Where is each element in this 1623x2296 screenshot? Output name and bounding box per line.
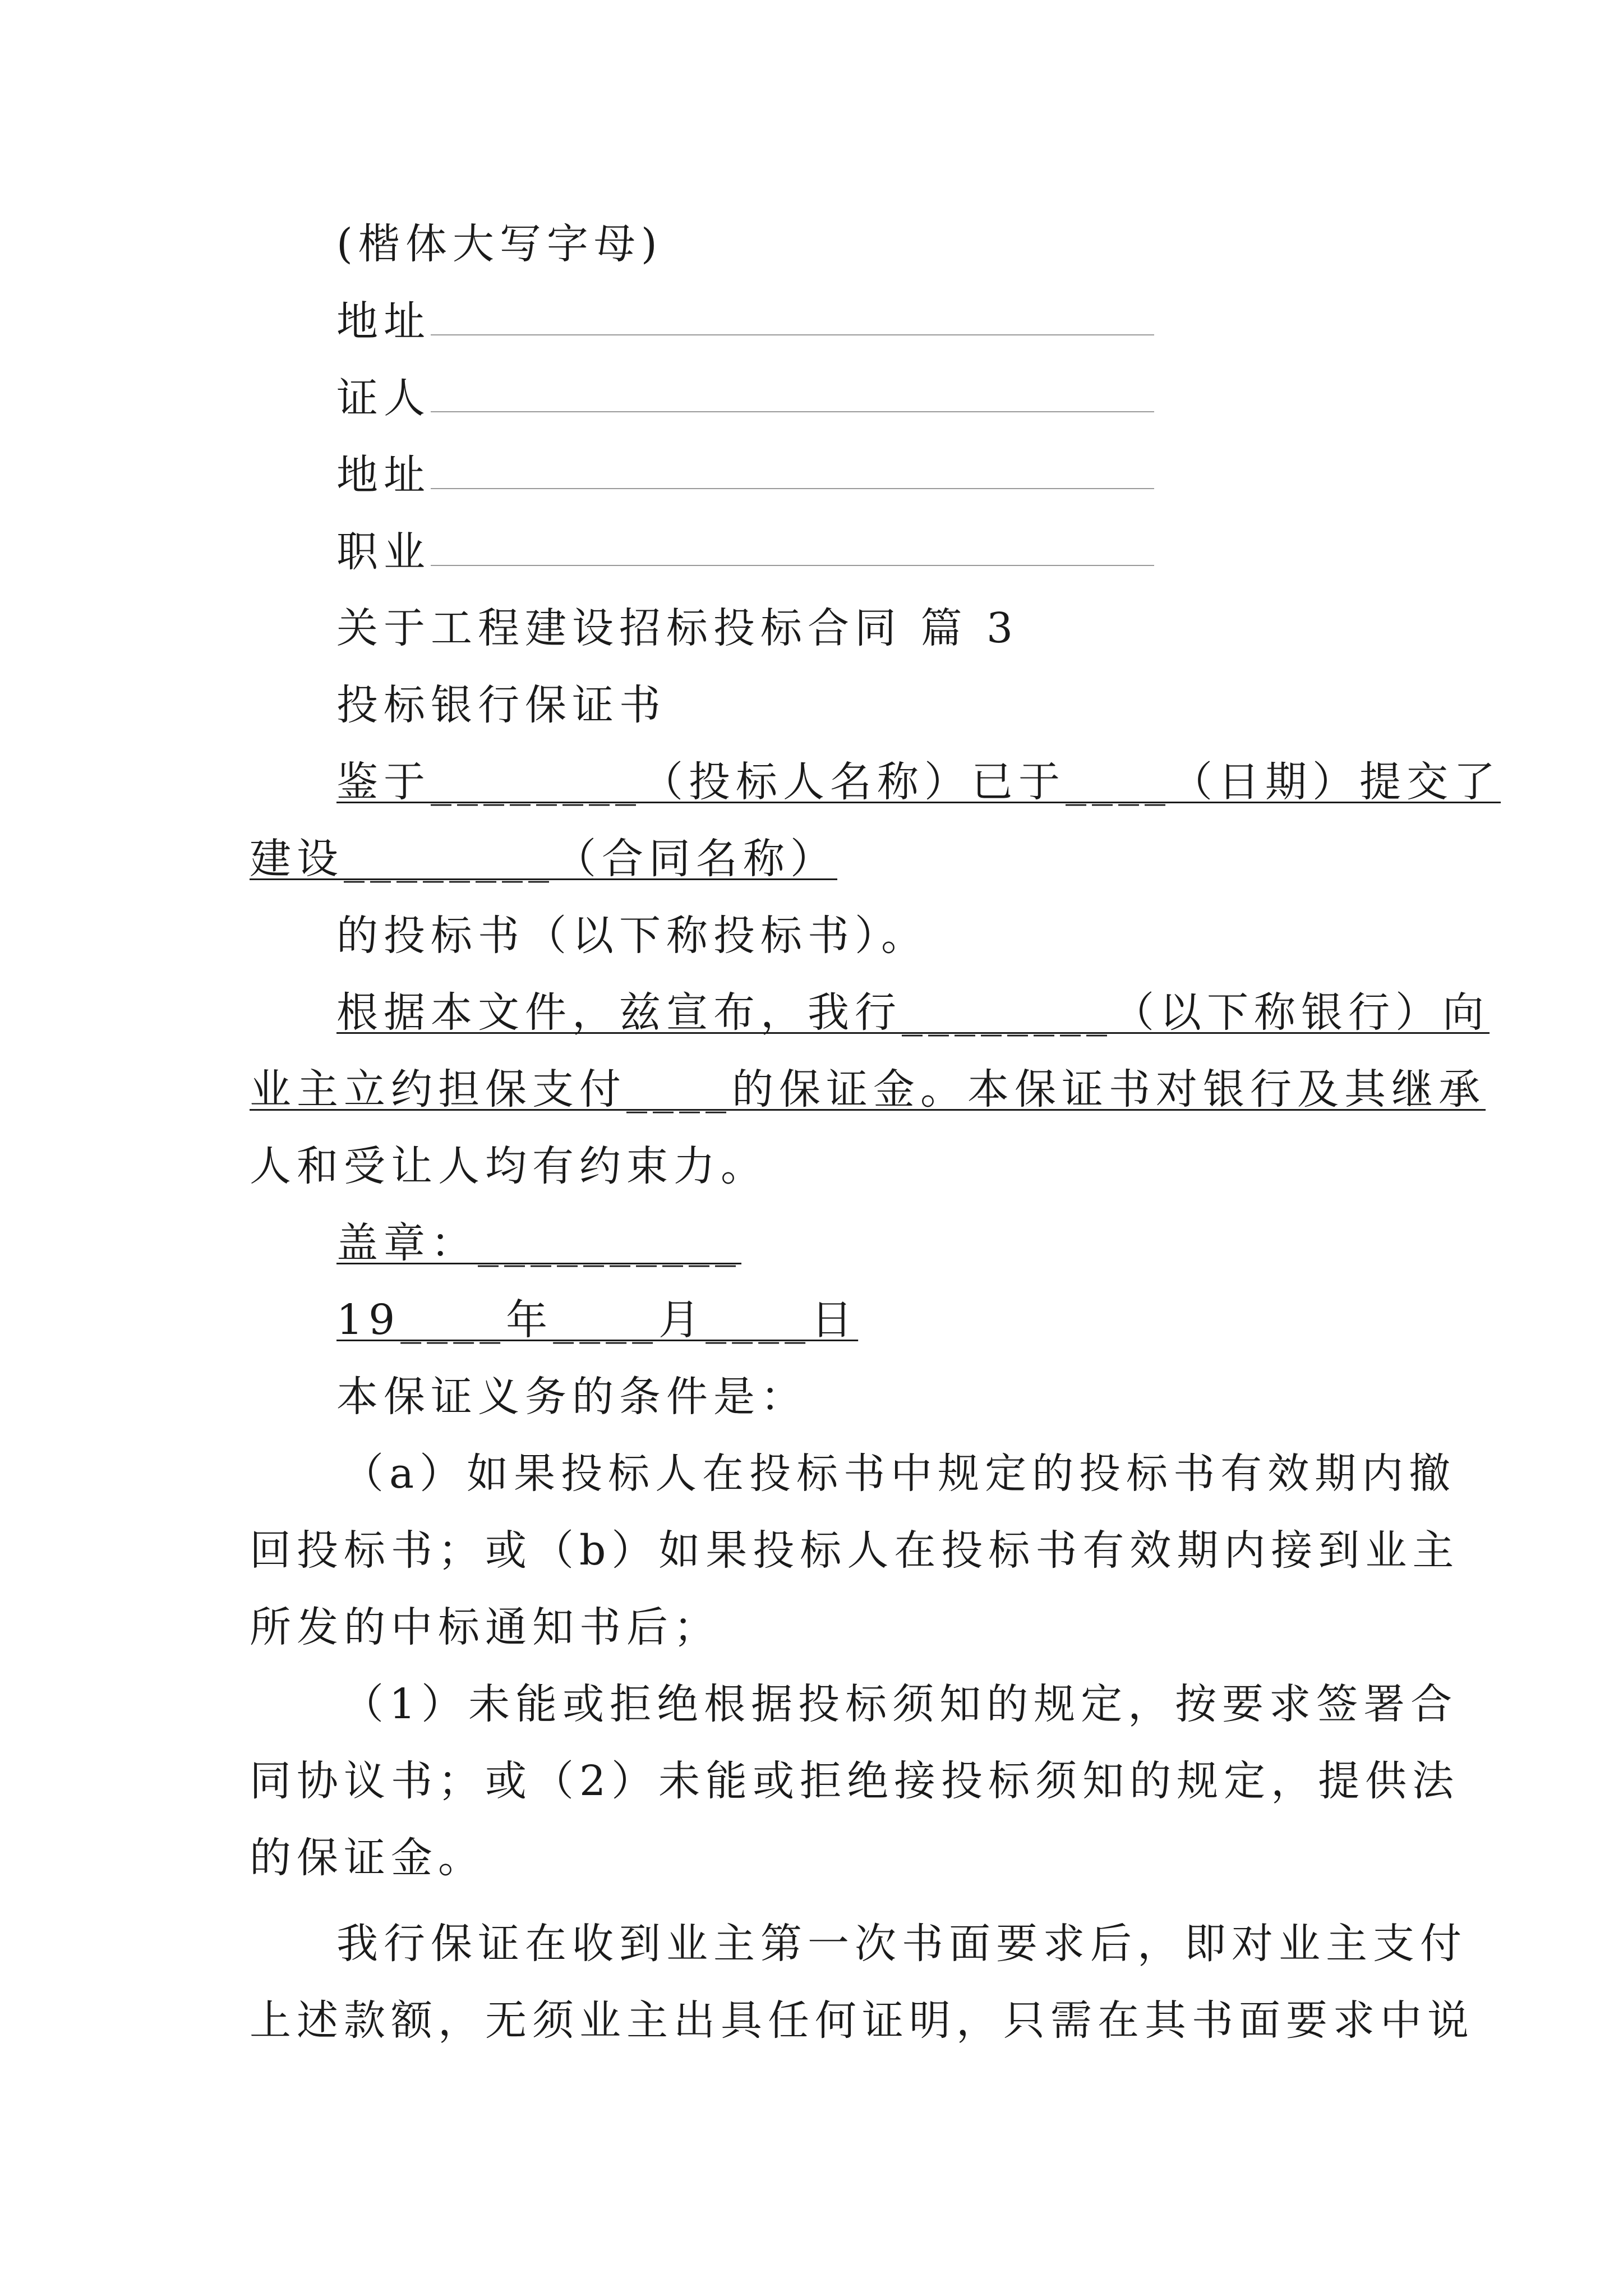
signature-field-address [336,451,1154,499]
paragraph-line: 根据本文件，兹宣布，我行________（以下称银行）向 [336,988,1490,1037]
paragraph-line: 所发的中标通知书后； [250,1603,721,1651]
paragraph-line: 回投标书；或（b）如果投标人在投标书有效期内接到业主 [250,1526,1460,1575]
signature-line [431,407,1154,412]
paragraph-line: （a）如果投标人在投标书中规定的投标书有效期内撤 [342,1450,1456,1498]
field-label: 证人 [336,374,431,422]
document-title: 投标银行保证书 [336,681,666,729]
paragraph-line: （1）未能或拒绝根据投标须知的规定，按要求签署合 [342,1680,1458,1728]
seal-line: 盖章：__________ [336,1219,741,1267]
section-heading: 关于工程建设招标投标合同 篇 3 [336,604,1019,652]
paragraph-line: 上述款额，无须业主出具任何证明，只需在其书面要求中说 [250,1996,1474,2045]
paragraph-line: 的投标书（以下称投标书）。 [336,912,928,960]
signature-line [431,560,1154,566]
signature-field-occupation [336,528,1154,576]
paragraph-line: 业主立约担保支付____的保证金。本保证书对银行及其继承 [250,1065,1486,1114]
paragraph-line: 本保证义务的条件是： [336,1373,808,1421]
signature-field-address [336,297,1154,346]
field-label: 地址 [336,451,431,499]
signature-line [431,330,1154,335]
paragraph-line: 的保证金。 [250,1834,485,1882]
date-line: 19____年____月____日 [336,1296,859,1344]
signature-line [431,484,1154,489]
paragraph-line: 鉴于________（投标人名称）已于____（日期）提交了 [336,758,1501,806]
paragraph-line: 我行保证在收到业主第一次书面要求后，即对业主支付 [336,1920,1467,1968]
paragraph-line: 同协议书；或（2）未能或拒绝接投标须知的规定，提供法 [250,1757,1460,1805]
text-line: (楷体大写字母) [336,220,663,268]
field-label: 地址 [336,297,431,346]
paragraph-line: 建设________（合同名称） [250,835,837,883]
signature-field-witness [336,374,1154,422]
field-label: 职业 [336,528,431,576]
paragraph-line: 人和受让人均有约束力。 [250,1142,768,1190]
